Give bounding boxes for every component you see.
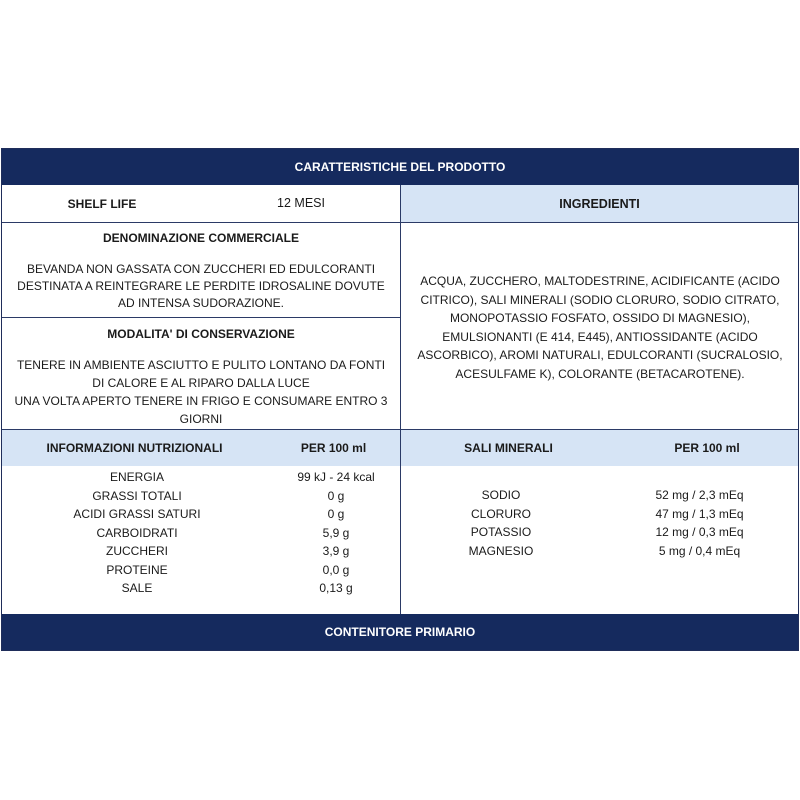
conservazione-line2: UNA VOLTA APERTO TENERE IN FRIGO E CONSUMARE ENTRO 3 GIORNI xyxy=(14,394,388,426)
nutrition-row xyxy=(2,542,400,561)
nutrition-header xyxy=(2,430,400,466)
nutrition-row xyxy=(2,579,400,598)
conservazione-title: MODALITA' DI CONSERVAZIONE xyxy=(107,327,295,341)
nutrition-row xyxy=(2,468,400,487)
header-title: CARATTERISTICHE DEL PRODOTTO xyxy=(294,160,506,174)
nutrition-title: INFORMAZIONI NUTRIZIONALI xyxy=(46,441,223,455)
nutrition-value: 0,0 g xyxy=(322,562,350,577)
nutrition-row xyxy=(2,524,400,543)
nutrition-name: GRASSI TOTALI xyxy=(92,488,182,503)
mineral-row xyxy=(401,486,798,505)
nutrition-name: CARBOIDRATI xyxy=(96,525,178,540)
conservazione-line1: TENERE IN AMBIENTE ASCIUTTO E PULITO LONTANO DA FONTI DI CALORE E AL RIPARO DALLA LUCE xyxy=(16,358,386,390)
shelf-life-label: SHELF LIFE xyxy=(67,196,137,211)
nutrition-name: SALE xyxy=(121,581,153,595)
footer-band xyxy=(2,614,798,650)
nutrition-name: ZUCCHERI xyxy=(106,544,168,558)
ingredients-text: ACQUA, ZUCCHERO, MALTODESTRINE, ACIDIFICANTE (ACIDO CITRICO), SALI MINERALI (SODIO CLORURO, SODIO CITRATO, MONOPOTASSIO FOSFATO, OSSIDO DI MAGNESIO), EMULSIONANTI (E 414, E445), ANTIOSSIDANTE (ACIDO ASCORBICO), AROMI NATURALI, EDULCORANTI (SUCRALOSIO, ACESULFAME K), COLORANTE (BETACAROTENE). xyxy=(417,274,783,381)
divider xyxy=(2,317,400,318)
header-band xyxy=(2,149,798,185)
product-sheet xyxy=(1,148,799,651)
nutrition-name: PROTEINE xyxy=(106,562,168,577)
denominazione-text: BEVANDA NON GASSATA CON ZUCCHERI ED EDULCORANTI DESTINATA A REINTEGRARE LE PERDITE IDROSALINE DOVUTE AD INTENSA SUDORAZIONE. xyxy=(17,262,385,310)
nutrition-name: ENERGIA xyxy=(109,470,164,484)
shelf-life-value: 12 MESI xyxy=(277,196,325,210)
mineral-name: MAGNESIO xyxy=(468,543,534,558)
ingredients-header: INGREDIENTI xyxy=(401,185,798,222)
denominazione-title: DENOMINAZIONE COMMERCIALE xyxy=(103,231,299,245)
nutrition-value: 0,13 g xyxy=(319,581,353,595)
footer-title: CONTENITORE PRIMARIO xyxy=(324,625,476,639)
nutrition-row xyxy=(2,487,400,506)
mineral-value: 12 mg / 0,3 mEq xyxy=(655,525,744,539)
nutrition-value: 3,9 g xyxy=(322,544,350,558)
nutrition-row xyxy=(2,561,400,580)
mineral-value: 5 mg / 0,4 mEq xyxy=(658,543,741,558)
nutrition-name: ACIDI GRASSI SATURI xyxy=(73,507,201,521)
nutrition-value: 5,9 g xyxy=(322,525,350,540)
minerals-title: SALI MINERALI xyxy=(464,441,553,455)
nutrition-value: 99 kJ - 24 kcal xyxy=(297,470,375,484)
mineral-name: SODIO xyxy=(481,488,521,502)
minerals-table xyxy=(401,486,798,560)
nutrition-value: 0 g xyxy=(327,488,345,503)
nutrition-row xyxy=(2,505,400,524)
mineral-value: 52 mg / 2,3 mEq xyxy=(655,488,744,502)
minerals-unit: PER 100 ml xyxy=(674,441,740,455)
mineral-row xyxy=(401,542,798,561)
mineral-name: CLORURO xyxy=(470,506,531,521)
divider xyxy=(2,222,798,223)
mineral-row xyxy=(401,523,798,542)
mineral-value: 47 mg / 1,3 mEq xyxy=(655,506,744,521)
mineral-row xyxy=(401,505,798,524)
nutrition-table xyxy=(2,468,400,598)
minerals-header xyxy=(401,430,798,466)
conservazione-text xyxy=(12,356,390,428)
mineral-name: POTASSIO xyxy=(470,525,532,539)
nutrition-unit: PER 100 ml xyxy=(300,441,367,455)
nutrition-value: 0 g xyxy=(327,507,345,521)
